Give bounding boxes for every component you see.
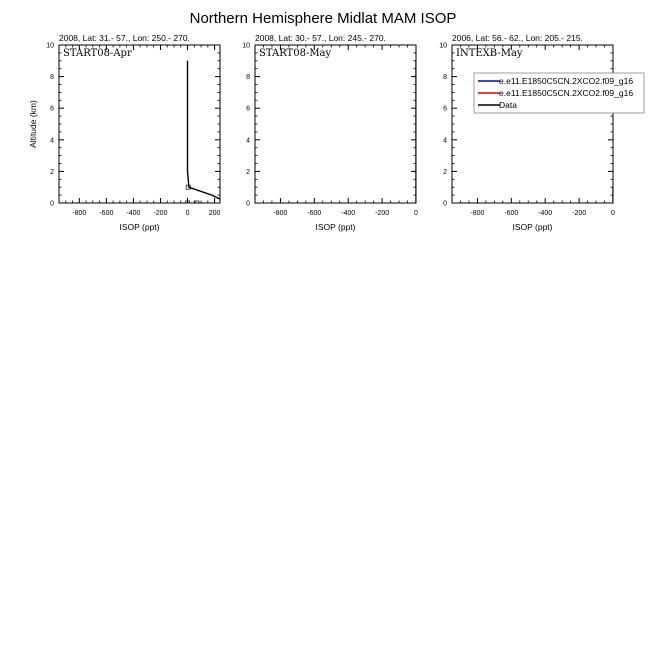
y-tick-label: 6: [443, 105, 447, 113]
x-tick-label: -600: [99, 210, 114, 217]
legend-label: e.e11.E1850C5CN.2XCO2.f09_g16: [499, 88, 634, 98]
y-tick-label: 0: [443, 200, 447, 208]
x-tick-label: -200: [572, 210, 587, 217]
x-axis-label: ISOP (ppt): [512, 222, 553, 232]
campaign-label: INTEXB-May: [456, 48, 523, 59]
x-tick-label: -800: [273, 210, 288, 217]
panel-subtitle: 2008, Lat: 30.- 57., Lon: 245.- 270.: [255, 33, 386, 43]
y-tick-label: 8: [246, 74, 250, 82]
y-tick-label: 8: [50, 74, 54, 82]
x-tick-label: 0: [611, 210, 615, 217]
legend-label: e.e11.E1850C5CN.2XCO2.f09_g16: [499, 76, 634, 86]
y-axis-label: Altitude (km): [28, 100, 38, 148]
y-tick-label: 6: [246, 105, 250, 113]
y-tick-label: 0: [50, 200, 54, 208]
y-tick-label: 8: [443, 74, 447, 82]
campaign-label: START08-Apr: [63, 48, 132, 59]
y-tick-label: 2: [443, 168, 447, 176]
campaign-label: START08-May: [259, 48, 332, 59]
panel-subtitle: 2006, Lat: 56.- 62., Lon: 205.- 215.: [452, 33, 583, 43]
x-axis-label: ISOP (ppt): [119, 222, 160, 232]
x-tick-label: -400: [538, 210, 553, 217]
legend-label: Data: [499, 100, 517, 110]
x-tick-label: -200: [375, 210, 390, 217]
y-tick-label: 0: [246, 200, 250, 208]
y-tick-label: 10: [46, 42, 54, 50]
y-tick-label: 4: [246, 137, 250, 145]
x-axis-label: ISOP (ppt): [315, 222, 356, 232]
y-tick-label: 6: [50, 105, 54, 113]
x-tick-label: 0: [185, 210, 190, 217]
x-tick-label: -800: [470, 210, 485, 217]
x-tick-label: -800: [72, 210, 87, 217]
y-tick-label: 4: [50, 137, 54, 145]
x-tick-label: 0: [414, 210, 418, 217]
y-tick-label: 2: [50, 168, 54, 176]
x-tick-label: -400: [341, 210, 356, 217]
y-tick-label: 10: [242, 42, 250, 50]
x-tick-label: -600: [307, 210, 322, 217]
legend: [474, 73, 644, 113]
y-tick-label: 4: [443, 137, 447, 145]
x-tick-label: -200: [153, 210, 168, 217]
x-tick-label: -400: [126, 210, 141, 217]
panel-subtitle: 2008, Lat: 31.- 57., Lon: 250.- 270.: [59, 33, 190, 43]
y-tick-label: 2: [246, 168, 250, 176]
y-tick-label: 10: [439, 42, 447, 50]
x-tick-label: 200: [208, 210, 221, 217]
figure-title: Northern Hemisphere Midlat MAM ISOP: [189, 10, 457, 27]
x-tick-label: -600: [504, 210, 519, 217]
